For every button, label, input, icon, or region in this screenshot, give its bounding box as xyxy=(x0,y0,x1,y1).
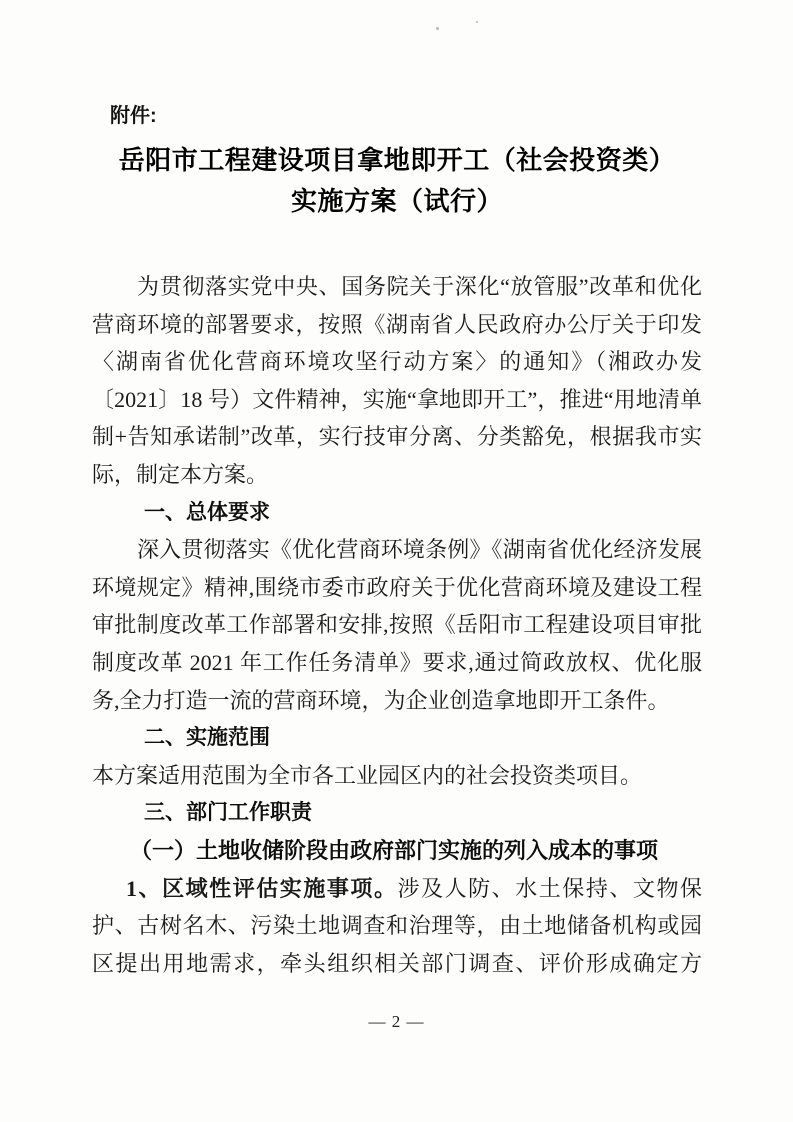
subsection-heading-land-reserve-stage: （一）土地收储阶段由政府部门实施的列入成本的事项 xyxy=(130,837,659,863)
paragraph-2-line: 深入贯彻落实《优化营商环境条例》《湖南省优化经济发展 xyxy=(137,537,702,563)
section-heading-department-duties: 三、部门工作职责 xyxy=(144,801,312,825)
paragraph-2-line: 制度改革 2021 年工作任务清单》要求,通过简政放权、优化服 xyxy=(92,649,702,675)
paragraph-4-line: 护、古树名木、污染土地调查和治理等，由土地储备机构或园 xyxy=(92,913,702,939)
paragraph-1-line: 〈湖南省优化营商环境攻坚行动方案〉的通知》（湘政办发 xyxy=(92,349,702,375)
item-1-bold-lead: 1、区域性评估实施事项。 xyxy=(126,875,398,901)
paragraph-4-line xyxy=(92,870,702,908)
title-line-2: 实施方案（试行） xyxy=(290,187,503,216)
paragraph-1-line: 制+告知承诺制”改革，实行技审分离、分类豁免，根据我市实 xyxy=(92,424,702,450)
paragraph-1-line: 营商环境的部署要求，按照《湖南省人民政府办公厅关于印发 xyxy=(92,311,702,337)
attachment-label: 附件: xyxy=(110,105,157,127)
paragraph-2-line: 审批制度改革工作部署和安排,按照《岳阳市工程建设项目审批 xyxy=(92,612,702,638)
paragraph-2-line: 务,全力打造一流的营商环境，为企业创造拿地即开工条件。 xyxy=(92,687,670,713)
document-title xyxy=(92,140,702,222)
page-number-footer: — 2 — xyxy=(368,1012,425,1031)
section-heading-overall-requirements: 一、总体要求 xyxy=(144,500,270,524)
paragraph-1-line: 为贯彻落实党中央、国务院关于深化“放管服”改革和优化 xyxy=(137,274,702,299)
title-line-1: 岳阳市工程建设项目拿地即开工（社会投资类） xyxy=(118,146,676,175)
item-1-text: 涉及人防、水土保持、文物保 xyxy=(397,875,702,901)
paragraph-4-line: 区提出用地需求，牵头组织相关部门调查、评价形成确定方 xyxy=(92,950,702,976)
paragraph-3-line: 本方案适用范围为全市各工业园区内的社会投资类项目。 xyxy=(92,762,643,788)
document-body xyxy=(92,268,702,982)
document-content xyxy=(92,0,702,982)
paragraph-1-line: 际，制定本方案。 xyxy=(92,461,269,487)
paragraph-1-line: 〔2021〕18 号）文件精神，实施“拿地即开工”，推进“用地清单 xyxy=(92,386,702,412)
section-heading-implementation-scope: 二、实施范围 xyxy=(144,726,270,750)
paragraph-2-line: 环境规定》精神,围绕市委市政府关于优化营商环境及建设工程 xyxy=(92,574,702,600)
